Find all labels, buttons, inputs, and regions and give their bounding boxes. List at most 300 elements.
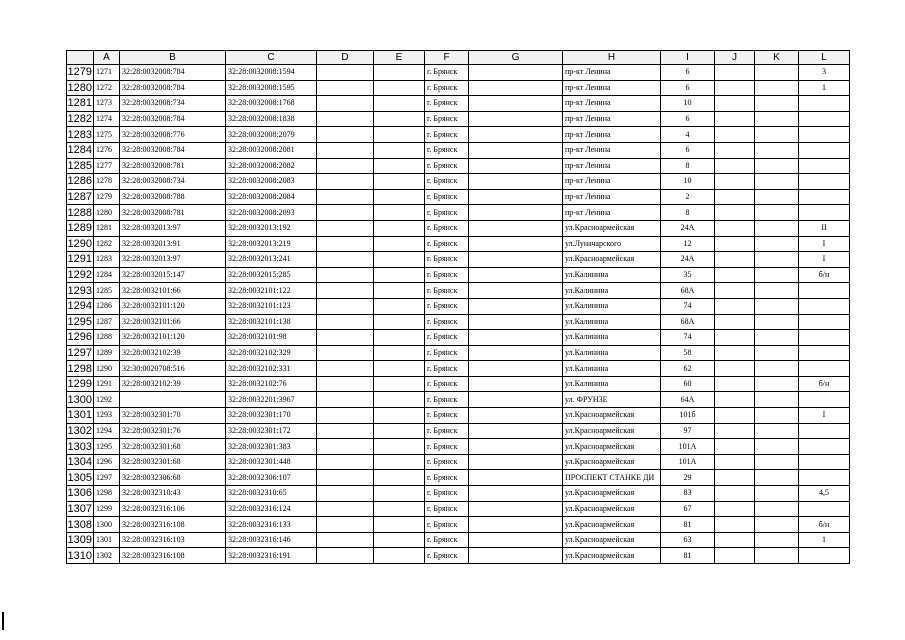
cell-c[interactable]: 32:28:0032316:146 [226,532,317,548]
cell-c[interactable]: 32:28:0032008:2081 [226,142,317,158]
cell-h[interactable]: ул.Красноармейская [563,408,661,424]
row-number[interactable]: 1298 [67,362,92,375]
cell-b[interactable]: 32:28:0032015:147 [120,267,226,283]
cell-h[interactable]: ул.Калинина [563,330,661,346]
cell-j[interactable] [715,111,755,127]
cell-h[interactable]: ул.Красноармейская [563,548,661,564]
cell-l[interactable] [799,189,850,205]
cell-i[interactable]: 6 [661,111,715,127]
cell-j[interactable] [715,142,755,158]
cell-j[interactable] [715,252,755,268]
cell-l[interactable]: 1 [799,80,850,96]
cell-l[interactable]: б/н [799,376,850,392]
cell-c[interactable]: 32:28:0032008:1595 [226,80,317,96]
cell-h[interactable]: пр-кт Ленина [563,205,661,221]
cell-c[interactable]: 32:28:0032301:383 [226,439,317,455]
cell-k[interactable] [755,252,799,268]
cell-d[interactable] [317,454,374,470]
cell-k[interactable] [755,470,799,486]
cell-i[interactable]: 6 [661,142,715,158]
cell-a[interactable]: 1302 [94,548,120,564]
cell-b[interactable]: 32:28:0032008:781 [120,158,226,174]
cell-b[interactable]: 32:28:0032101:66 [120,283,226,299]
row-number[interactable]: 1281 [67,97,92,110]
cell-h[interactable]: ул.Калинина [563,283,661,299]
row-number[interactable]: 1296 [67,331,92,344]
cell-a[interactable]: 1274 [94,111,120,127]
cell-c[interactable]: 32:28:0032015:285 [226,267,317,283]
cell-e[interactable] [374,548,425,564]
cell-d[interactable] [317,517,374,533]
cell-j[interactable] [715,532,755,548]
cell-d[interactable] [317,236,374,252]
cell-a[interactable]: 1294 [94,423,120,439]
cell-e[interactable] [374,236,425,252]
cell-f[interactable]: г. Брянск [425,298,469,314]
cell-b[interactable]: 32:28:0032013:97 [120,220,226,236]
cell-c[interactable]: 32:28:0032316:191 [226,548,317,564]
cell-i[interactable]: 68А [661,314,715,330]
cell-f[interactable]: г. Брянск [425,345,469,361]
row-number[interactable]: 1301 [67,409,92,422]
cell-b[interactable]: 32:28:0032102:39 [120,376,226,392]
cell-a[interactable]: 1284 [94,267,120,283]
cell-l[interactable] [799,345,850,361]
cell-g[interactable] [469,361,563,377]
cell-g[interactable] [469,189,563,205]
cell-h[interactable]: пр-кт Ленина [563,96,661,112]
cell-a[interactable]: 1290 [94,361,120,377]
cell-g[interactable] [469,423,563,439]
cell-i[interactable]: 6 [661,80,715,96]
cell-f[interactable]: г. Брянск [425,205,469,221]
column-header-l[interactable]: L [799,51,850,65]
cell-d[interactable] [317,330,374,346]
row-number[interactable]: 1292 [67,269,92,282]
cell-a[interactable]: 1301 [94,532,120,548]
cell-l[interactable] [799,205,850,221]
cell-i[interactable]: 12 [661,236,715,252]
cell-f[interactable]: г. Брянск [425,439,469,455]
cell-l[interactable] [799,314,850,330]
cell-e[interactable] [374,189,425,205]
cell-b[interactable]: 32:28:0032008:784 [120,111,226,127]
cell-a[interactable]: 1295 [94,439,120,455]
cell-d[interactable] [317,65,374,81]
cell-i[interactable]: 81 [661,517,715,533]
cell-i[interactable]: 101А [661,439,715,455]
cell-l[interactable] [799,501,850,517]
cell-l[interactable] [799,361,850,377]
cell-g[interactable] [469,532,563,548]
cell-b[interactable]: 32:28:0032013:91 [120,236,226,252]
cell-c[interactable]: 32:28:0032301:172 [226,423,317,439]
cell-i[interactable]: 24А [661,220,715,236]
cell-c[interactable]: 32:28:0032008:1594 [226,65,317,81]
cell-c[interactable]: 32:28:0032310:65 [226,486,317,502]
cell-b[interactable]: 32:28:0032301:68 [120,454,226,470]
cell-a[interactable]: 1287 [94,314,120,330]
cell-f[interactable]: г. Брянск [425,267,469,283]
cell-k[interactable] [755,376,799,392]
cell-l[interactable]: б/н [799,517,850,533]
cell-g[interactable] [469,80,563,96]
cell-e[interactable] [374,205,425,221]
cell-h[interactable]: ул.Калинина [563,376,661,392]
cell-b[interactable]: 32:28:0032008:784 [120,65,226,81]
cell-b[interactable]: 32:28:0032316:106 [120,501,226,517]
cell-d[interactable] [317,205,374,221]
cell-i[interactable]: 24А [661,252,715,268]
cell-g[interactable] [469,517,563,533]
cell-b[interactable]: 32:28:0032008:734 [120,174,226,190]
cell-a[interactable]: 1296 [94,454,120,470]
corner-cell[interactable] [67,51,94,65]
cell-k[interactable] [755,439,799,455]
cell-g[interactable] [469,236,563,252]
cell-h[interactable]: ул.Красноармейская [563,220,661,236]
cell-k[interactable] [755,532,799,548]
cell-a[interactable]: 1288 [94,330,120,346]
cell-k[interactable] [755,392,799,408]
cell-d[interactable] [317,267,374,283]
cell-e[interactable] [374,501,425,517]
cell-k[interactable] [755,205,799,221]
cell-k[interactable] [755,96,799,112]
cell-b[interactable]: 32:28:0032301:76 [120,423,226,439]
cell-k[interactable] [755,486,799,502]
cell-b[interactable]: 32:28:0032013:97 [120,252,226,268]
cell-j[interactable] [715,205,755,221]
cell-b[interactable]: 32:28:0032101:120 [120,330,226,346]
cell-j[interactable] [715,298,755,314]
cell-i[interactable]: 63 [661,532,715,548]
cell-h[interactable]: ул.Калинина [563,314,661,330]
cell-a[interactable]: 1291 [94,376,120,392]
cell-l[interactable] [799,330,850,346]
cell-g[interactable] [469,470,563,486]
cell-j[interactable] [715,220,755,236]
cell-a[interactable]: 1279 [94,189,120,205]
cell-d[interactable] [317,189,374,205]
cell-l[interactable]: I [799,408,850,424]
cell-h[interactable]: ул.Красноармейская [563,252,661,268]
row-number[interactable]: 1283 [67,128,92,141]
cell-b[interactable]: 32:28:0032301:68 [120,439,226,455]
cell-e[interactable] [374,158,425,174]
cell-a[interactable]: 1293 [94,408,120,424]
cell-d[interactable] [317,376,374,392]
cell-h[interactable]: ул.Красноармейская [563,439,661,455]
cell-d[interactable] [317,314,374,330]
cell-j[interactable] [715,174,755,190]
row-number[interactable]: 1290 [67,237,92,250]
cell-c[interactable]: 32:28:0032316:133 [226,517,317,533]
cell-g[interactable] [469,267,563,283]
cell-e[interactable] [374,532,425,548]
cell-e[interactable] [374,65,425,81]
cell-j[interactable] [715,158,755,174]
cell-f[interactable]: г. Брянск [425,361,469,377]
cell-j[interactable] [715,392,755,408]
cell-f[interactable]: г. Брянск [425,111,469,127]
cell-e[interactable] [374,314,425,330]
cell-b[interactable]: 32:28:0032008:734 [120,96,226,112]
column-header-k[interactable]: K [755,51,799,65]
cell-c[interactable]: 32:28:0032201:3967 [226,392,317,408]
cell-e[interactable] [374,220,425,236]
row-number[interactable]: 1300 [67,393,92,406]
cell-a[interactable]: 1286 [94,298,120,314]
cell-c[interactable]: 32:28:0032013:192 [226,220,317,236]
cell-c[interactable]: 32:28:0032101:138 [226,314,317,330]
cell-i[interactable]: 101А [661,454,715,470]
cell-c[interactable]: 32:28:0032301:448 [226,454,317,470]
cell-i[interactable]: 6 [661,65,715,81]
cell-l[interactable]: 1 [799,532,850,548]
cell-c[interactable]: 32:28:0032008:2093 [226,205,317,221]
cell-l[interactable] [799,96,850,112]
cell-c[interactable]: 32:28:0032102:329 [226,345,317,361]
cell-i[interactable]: 67 [661,501,715,517]
cell-l[interactable]: б/н [799,267,850,283]
cell-f[interactable]: г. Брянск [425,470,469,486]
cell-c[interactable]: 32:28:0032102:76 [226,376,317,392]
cell-k[interactable] [755,408,799,424]
cell-k[interactable] [755,220,799,236]
cell-h[interactable]: пр-кт Ленина [563,158,661,174]
cell-e[interactable] [374,142,425,158]
cell-b[interactable]: 32:28:0032008:781 [120,205,226,221]
row-number[interactable]: 1293 [67,284,92,297]
cell-f[interactable]: г. Брянск [425,314,469,330]
cell-a[interactable]: 1282 [94,236,120,252]
row-number[interactable]: 1280 [67,81,92,94]
cell-h[interactable]: ул.Красноармейская [563,423,661,439]
cell-f[interactable]: г. Брянск [425,376,469,392]
row-number[interactable]: 1285 [67,159,92,172]
cell-i[interactable]: 8 [661,158,715,174]
cell-f[interactable]: г. Брянск [425,330,469,346]
cell-j[interactable] [715,548,755,564]
cell-k[interactable] [755,361,799,377]
cell-i[interactable]: 10 [661,174,715,190]
cell-h[interactable]: ул.Красноармейская [563,532,661,548]
cell-d[interactable] [317,174,374,190]
cell-a[interactable]: 1297 [94,470,120,486]
cell-a[interactable]: 1300 [94,517,120,533]
cell-g[interactable] [469,486,563,502]
cell-g[interactable] [469,454,563,470]
cell-b[interactable]: 32:28:0032008:784 [120,142,226,158]
cell-l[interactable] [799,470,850,486]
cell-k[interactable] [755,158,799,174]
cell-b[interactable]: 32:28:0032101:120 [120,298,226,314]
cell-j[interactable] [715,517,755,533]
row-number[interactable]: 1279 [67,66,92,79]
cell-d[interactable] [317,252,374,268]
cell-c[interactable]: 32:28:0032008:1838 [226,111,317,127]
cell-d[interactable] [317,548,374,564]
cell-k[interactable] [755,80,799,96]
cell-g[interactable] [469,376,563,392]
column-header-e[interactable]: E [374,51,425,65]
cell-d[interactable] [317,345,374,361]
cell-j[interactable] [715,501,755,517]
cell-i[interactable]: 101б [661,408,715,424]
cell-g[interactable] [469,158,563,174]
cell-k[interactable] [755,65,799,81]
cell-e[interactable] [374,80,425,96]
cell-e[interactable] [374,345,425,361]
cell-j[interactable] [715,454,755,470]
cell-c[interactable]: 32:28:0032101:98 [226,330,317,346]
cell-e[interactable] [374,267,425,283]
cell-l[interactable] [799,283,850,299]
cell-i[interactable]: 74 [661,298,715,314]
cell-c[interactable]: 32:28:0032316:124 [226,501,317,517]
cell-f[interactable]: г. Брянск [425,548,469,564]
cell-j[interactable] [715,470,755,486]
cell-l[interactable] [799,142,850,158]
cell-a[interactable]: 1272 [94,80,120,96]
cell-l[interactable] [799,454,850,470]
cell-h[interactable]: пр-кт Ленина [563,127,661,143]
cell-f[interactable]: г. Брянск [425,189,469,205]
cell-j[interactable] [715,330,755,346]
cell-l[interactable] [799,158,850,174]
cell-g[interactable] [469,548,563,564]
cell-g[interactable] [469,205,563,221]
cell-j[interactable] [715,127,755,143]
cell-i[interactable]: 68А [661,283,715,299]
cell-h[interactable]: ул. ФРУНЗЕ [563,392,661,408]
cell-j[interactable] [715,96,755,112]
cell-f[interactable]: г. Брянск [425,392,469,408]
cell-a[interactable]: 1281 [94,220,120,236]
cell-h[interactable]: ул.Калинина [563,267,661,283]
cell-l[interactable] [799,439,850,455]
cell-k[interactable] [755,111,799,127]
row-number[interactable]: 1305 [67,471,92,484]
row-number[interactable]: 1306 [67,487,92,500]
cell-e[interactable] [374,361,425,377]
cell-l[interactable]: 3 [799,65,850,81]
cell-b[interactable]: 32:28:0032008:784 [120,80,226,96]
cell-f[interactable]: г. Брянск [425,65,469,81]
cell-b[interactable]: 32:28:0032008:776 [120,127,226,143]
cell-b[interactable]: 32:28:0032316:108 [120,548,226,564]
cell-d[interactable] [317,532,374,548]
cell-k[interactable] [755,314,799,330]
cell-a[interactable]: 1278 [94,174,120,190]
cell-g[interactable] [469,127,563,143]
cell-h[interactable]: ул.Красноармейская [563,501,661,517]
cell-h[interactable]: ул.Калинина [563,361,661,377]
cell-d[interactable] [317,298,374,314]
cell-d[interactable] [317,220,374,236]
row-number[interactable]: 1282 [67,113,92,126]
cell-d[interactable] [317,96,374,112]
cell-f[interactable]: г. Брянск [425,127,469,143]
cell-i[interactable]: 83 [661,486,715,502]
cell-l[interactable] [799,127,850,143]
cell-f[interactable]: г. Брянск [425,423,469,439]
cell-h[interactable]: пр-кт Ленина [563,80,661,96]
cell-b[interactable]: 32:28:0032316:103 [120,532,226,548]
column-header-b[interactable]: B [120,51,226,65]
cell-d[interactable] [317,127,374,143]
cell-l[interactable]: I [799,236,850,252]
cell-b[interactable]: 32:28:0032310:43 [120,486,226,502]
cell-f[interactable]: г. Брянск [425,220,469,236]
cell-a[interactable]: 1298 [94,486,120,502]
cell-c[interactable]: 32:28:0032013:241 [226,252,317,268]
cell-a[interactable]: 1289 [94,345,120,361]
cell-j[interactable] [715,361,755,377]
cell-c[interactable]: 32:28:0032013:219 [226,236,317,252]
cell-e[interactable] [374,423,425,439]
cell-k[interactable] [755,283,799,299]
cell-k[interactable] [755,142,799,158]
row-number[interactable]: 1286 [67,175,92,188]
column-header-c[interactable]: C [226,51,317,65]
cell-e[interactable] [374,330,425,346]
row-number[interactable]: 1288 [67,206,92,219]
column-header-i[interactable]: I [661,51,715,65]
cell-g[interactable] [469,111,563,127]
cell-f[interactable]: г. Брянск [425,142,469,158]
row-number[interactable]: 1299 [67,378,92,391]
cell-d[interactable] [317,439,374,455]
cell-k[interactable] [755,423,799,439]
cell-g[interactable] [469,408,563,424]
cell-j[interactable] [715,345,755,361]
cell-a[interactable]: 1292 [94,392,120,408]
cell-k[interactable] [755,174,799,190]
cell-b[interactable]: 32:28:0032306:68 [120,470,226,486]
cell-l[interactable] [799,111,850,127]
cell-f[interactable]: г. Брянск [425,80,469,96]
cell-k[interactable] [755,330,799,346]
cell-j[interactable] [715,189,755,205]
cell-g[interactable] [469,330,563,346]
cell-d[interactable] [317,111,374,127]
row-number[interactable]: 1308 [67,518,92,531]
cell-g[interactable] [469,298,563,314]
cell-h[interactable]: ул.Красноармейская [563,486,661,502]
column-header-d[interactable]: D [317,51,374,65]
cell-j[interactable] [715,236,755,252]
cell-k[interactable] [755,548,799,564]
row-number[interactable]: 1304 [67,456,92,469]
cell-k[interactable] [755,267,799,283]
cell-f[interactable]: г. Брянск [425,454,469,470]
cell-h[interactable]: ул.Красноармейская [563,517,661,533]
cell-e[interactable] [374,283,425,299]
cell-d[interactable] [317,408,374,424]
cell-j[interactable] [715,65,755,81]
cell-k[interactable] [755,127,799,143]
cell-g[interactable] [469,283,563,299]
cell-e[interactable] [374,439,425,455]
cell-l[interactable] [799,548,850,564]
cell-g[interactable] [469,220,563,236]
cell-j[interactable] [715,423,755,439]
cell-e[interactable] [374,111,425,127]
cell-e[interactable] [374,470,425,486]
cell-e[interactable] [374,392,425,408]
